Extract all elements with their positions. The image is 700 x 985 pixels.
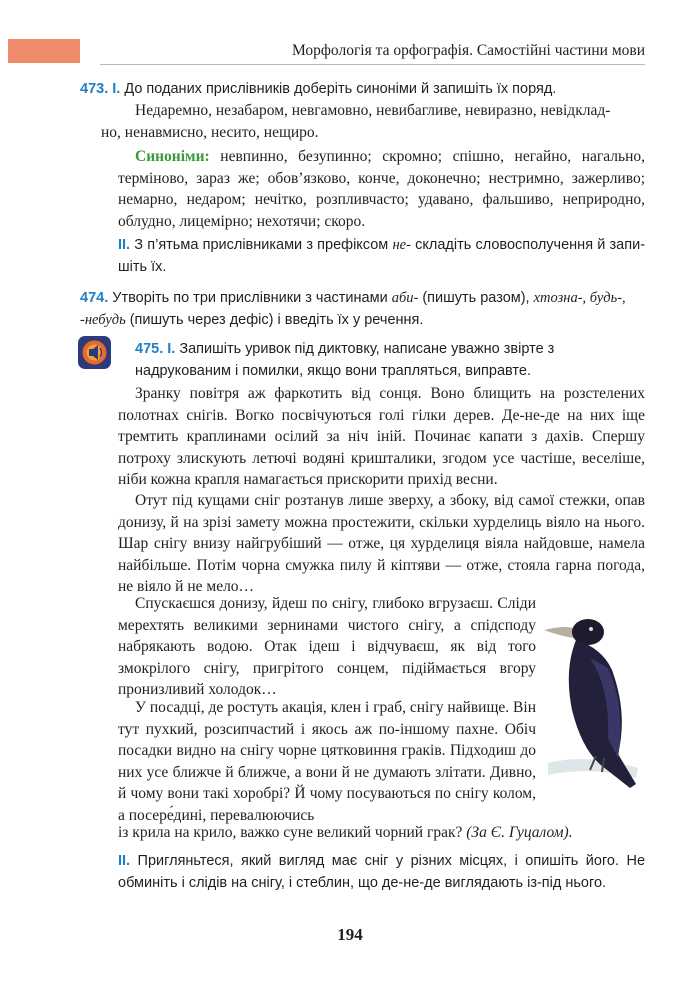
part2-text: Пригляньтеся, який вигляд має сніг у різних місцях, і опишіть його. Не обминіть і слідів на снігу, і стеблин, що де-не-де виглядають із-під нього. <box>118 853 646 891</box>
part2-text-a: З п’ятьма прислівниками з префіксом <box>134 237 393 253</box>
header-tab <box>8 39 80 63</box>
dictation-paragraph-1: Зранку повітря аж фаркотить від сонця. Воно блищить на розстелених полотнах снігів. Вогко посвічуються голі гілки дерев. Де-не-де на них іще тремтить краплинами осілий за ніч іній. Починає капати з дахів. Спершу потроху злискують летючі водяні кришталики, згодом усе частіше, веселіше, ніби кожна крапля намагається прискорити прихід весни. <box>118 385 645 488</box>
exercise-473-task <box>80 78 645 100</box>
part-roman: І. <box>167 341 176 357</box>
exercise-475-part2 <box>118 850 645 894</box>
part-roman: І. <box>112 81 121 97</box>
header-divider <box>100 64 645 65</box>
dictation-paragraph-2: Отут під кущами сніг розтанув лише зверху, а збоку, від самої стежки, опав донизу, й на зрізі замету можна простежити, скільки хурделиць віяло на нього. Шар снігу внизу найгрубіший — отже, ця хурделиця віяла найдовше, намела найбільше. Потім чорна смужка пилу й кіптяви — отже, стояла гарна погода, не віяло й не мело… <box>118 492 645 595</box>
abi-part: аби- <box>391 290 419 306</box>
text-b: (пишуть разом), <box>418 290 534 306</box>
exercise-475-task <box>135 338 645 382</box>
exercise-number: 474. <box>80 290 109 306</box>
source-citation: (За Є. Гуцалом). <box>466 824 573 841</box>
page-number: 194 <box>337 925 363 944</box>
synonyms-text: невпинно, безупинно; скромно; спішно, негайно, нагально, терміново, зараз же; обов’язково, конче, доконечно; нестримно, зажерливо; немарно, недаром; нечітко, розпливчасто; удавано, фальшиво, неприродно, облудно, лицемірно; нехотячи; скоро. <box>118 148 645 230</box>
dictation-last-line <box>118 822 645 844</box>
last-line-text: із крила на крило, важко суне великий чорний грак? <box>118 824 467 841</box>
part2-text-b: складіть словосполучення й запи-шіть їх. <box>118 237 646 275</box>
exercise-number: 475. <box>135 341 164 357</box>
exercise-number: 473. <box>80 81 109 97</box>
exercise-473-words <box>101 100 645 143</box>
parts: хтозна-, будь-, -небудь <box>80 290 626 328</box>
exercise-473-synonyms <box>118 146 645 232</box>
exercise-473-part2 <box>118 234 645 278</box>
part-roman: ІІ. <box>118 237 131 253</box>
raven-bird-illustration <box>538 598 646 796</box>
part-roman: ІІ. <box>118 853 131 869</box>
text-a: Утворіть по три прислівники з частинами <box>112 290 392 306</box>
prefix: не- <box>392 237 411 253</box>
text-c: (пишуть через дефіс) і введіть їх у речення. <box>125 312 424 328</box>
task-text: До поданих прислівників доберіть синоніми й запишіть їх поряд. <box>124 81 557 97</box>
dictation-paragraph-4: У посадці, де ростуть акація, клен і граб, снігу найвище. Він тут пухкий, розсипчастий і якось аж по-іншому пахне. Обіч посадки видно на снігу чорне цятковиння граків. Підходиш до них усе ближче й ближче, а вони й не думають злітати. Дивно, й чому вони такі хоробрі? Й чому посуваються по снігу колом, а посере́дині, перевалюючись <box>118 699 536 824</box>
words-line-1: Недаремно, незабаром, невгамовно, невибагливе, невиразно, невідклад- <box>135 102 611 119</box>
header-title: Морфологія та орфографія. Самостійні частини мови <box>291 42 645 59</box>
words-line-2: но, ненавмисно, несито, нещиро. <box>101 123 319 141</box>
dictation-paragraph-3: Спускаєшся донизу, йдеш по снігу, глибоко вгрузаєш. Сліди мерехтять великими зернинами чистого снігу, а спідсподу набрякають водою. Отак ідеш і відчуваєш, як від того змокрілого снігу, пригрітого сонцем, підіймається вгору пронизливий холодок… <box>118 595 536 698</box>
synonyms-label: Синоніми: <box>135 148 210 165</box>
task-text: Запишіть уривок під диктовку, написане уважно звірте з надрукованим і помилки, якщо вони трапляться, виправте. <box>135 341 555 379</box>
exercise-474-task <box>80 287 645 331</box>
audio-icon[interactable] <box>78 336 111 369</box>
